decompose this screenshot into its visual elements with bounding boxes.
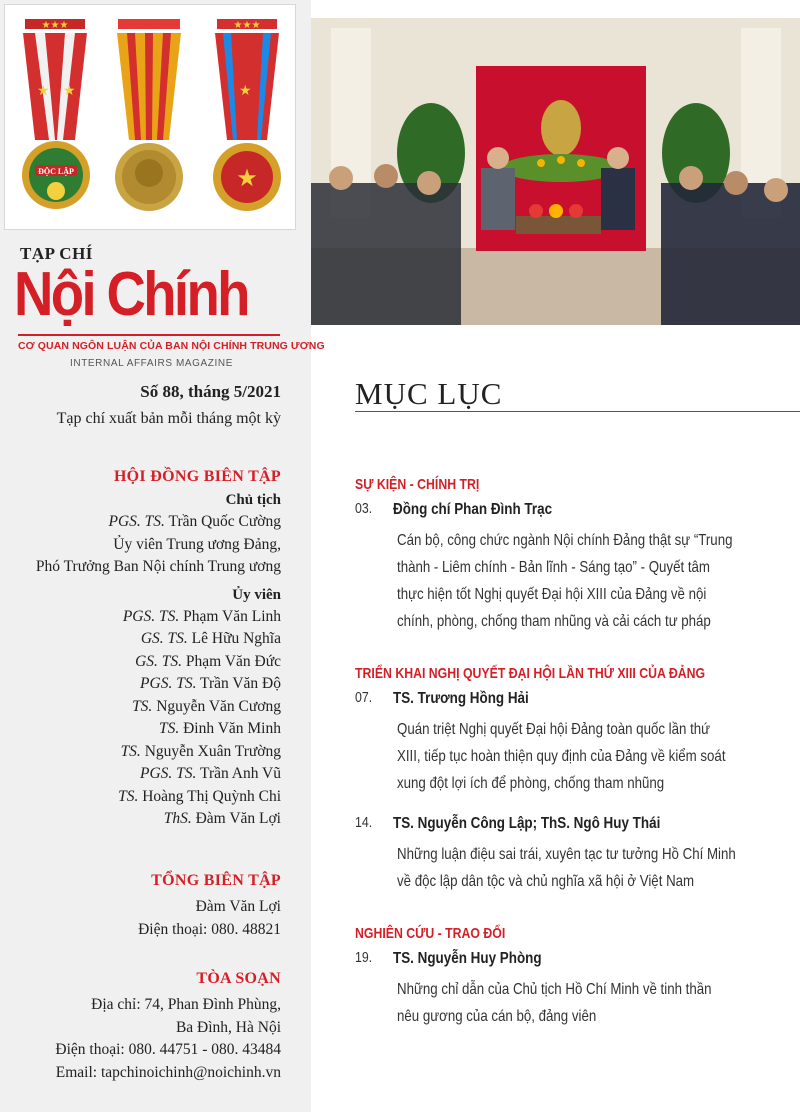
svg-text:★: ★: [239, 84, 252, 99]
editor-heading: TỔNG BIÊN TẬP: [151, 872, 281, 889]
medal-3: [213, 19, 281, 211]
toc-entry[interactable]: [355, 501, 795, 519]
editor-name: Đàm Văn Lợi: [195, 898, 281, 915]
board-chair-line: Phó Trưởng Ban Nội chính Trung ương: [35, 558, 281, 575]
toc-author: TS. Nguyễn Huy Phòng: [393, 950, 542, 967]
board-chair-line: Ủy viên Trung ương Đảng,: [113, 535, 281, 553]
board-member: GS. TS. Phạm Văn Đức: [135, 652, 281, 670]
toc-page-number: 14.: [355, 815, 373, 831]
medals-image: [4, 4, 296, 230]
office-email: Email: tapchinoichinh@noichinh.vn: [55, 1063, 281, 1081]
toc-description: Những luận điệu sai trái, xuyên tạc tư tưởng Hồ Chí Minh về độc lập dân tộc và chủ nghĩa xã hội ở Việt Nam: [397, 846, 736, 890]
toc-author: TS. Trương Hồng Hải: [393, 690, 529, 707]
toc-category: SỰ KIỆN - CHÍNH TRỊ: [355, 476, 480, 493]
svg-text:★: ★: [37, 84, 50, 99]
masthead-english-title: INTERNAL AFFAIRS MAGAZINE: [70, 358, 233, 369]
toc-entry[interactable]: [355, 815, 795, 833]
svg-text:★★★: ★★★: [233, 20, 261, 31]
toc-category: TRIỂN KHAI NGHỊ QUYẾT ĐẠI HỘI LẦN THỨ XIII CỦA ĐẢNG: [355, 665, 706, 682]
toc-divider: [355, 411, 800, 412]
toc-description: Những chỉ dẫn của Chủ tịch Hồ Chí Minh về tinh thần nêu gương của cán bộ, đảng viên: [397, 981, 712, 1025]
toc-author: Đồng chí Phan Đình Trạc: [393, 501, 553, 518]
medals-illustration: [5, 5, 295, 229]
svg-text:ĐỘC LẬP: ĐỘC LẬP: [38, 167, 74, 176]
meeting-photo-illustration: [311, 18, 800, 325]
toc-description: Quán triệt Nghị quyết Đại hội Đảng toàn quốc lần thứ XIII, tiếp tục hoàn thiện quy định của Đảng về kiểm soát xung đột lợi ích để phòng, chống tham nhũng: [397, 721, 726, 792]
toc-title: MỤC LỤC: [355, 376, 503, 411]
editorial-board-heading: HỘI ĐỒNG BIÊN TẬP: [113, 468, 281, 485]
editor-in-chief: [138, 872, 281, 941]
masthead-small-title: TẠP CHÍ: [20, 244, 93, 263]
office: [55, 970, 281, 1084]
office-address-line2: Ba Đình, Hà Nội: [175, 1018, 281, 1036]
masthead-subtitle: CƠ QUAN NGÔN LUẬN CỦA BAN NỘI CHÍNH TRUNG ƯƠNG: [18, 340, 325, 352]
board-member: TS. Nguyễn Xuân Trường: [120, 742, 281, 760]
issue-number: Số 88, tháng 5/2021: [140, 382, 281, 401]
office-heading: TÒA SOẠN: [196, 970, 281, 987]
masthead-column: [0, 0, 325, 1112]
masthead-title: Nội Chính: [14, 260, 248, 329]
toc-category: NGHIÊN CỨU - TRAO ĐỔI: [355, 925, 506, 942]
svg-text:★: ★: [236, 166, 258, 192]
medal-1: [22, 19, 90, 209]
office-phone: Điện thoại: 080. 44751 - 080. 43484: [55, 1041, 281, 1058]
toc-page-number: 03.: [355, 501, 373, 517]
issue-frequency: Tạp chí xuất bản mỗi tháng một kỳ: [56, 410, 281, 427]
members-label: Ủy viên: [232, 586, 281, 603]
board-member: ThS. Đàm Văn Lợi: [163, 810, 281, 827]
masthead-divider: [18, 334, 280, 336]
board-member: PGS. TS. Phạm Văn Linh: [122, 607, 281, 625]
editor-phone: Điện thoại: 080. 48821: [138, 920, 281, 938]
svg-text:★: ★: [63, 84, 76, 99]
toc-entry[interactable]: [355, 690, 795, 708]
toc-description: Cán bộ, công chức ngành Nội chính Đảng thật sự “Trung thành - Liêm chính - Bản lĩnh - Sáng tạo” - Quyết tâm thực hiện tốt Nghị quyết Đại hội XIII của Đảng về nội chính, phòng, chống tham nhũng và cải cách tư pháp: [397, 532, 733, 630]
board-member: TS. Nguyễn Văn Cương: [132, 697, 281, 715]
toc-entry[interactable]: [355, 950, 795, 968]
board-chair-line: PGS. TS. Trần Quốc Cường: [108, 513, 281, 530]
board-member: PGS. TS. Trần Anh Vũ: [140, 765, 281, 782]
toc-author: TS. Nguyễn Công Lập; ThS. Ngô Huy Thái: [393, 815, 661, 832]
board-member: TS. Hoàng Thị Quỳnh Chi: [118, 787, 281, 805]
chair-label: Chủ tịch: [225, 492, 281, 508]
table-of-contents: [355, 476, 795, 1030]
board-member: PGS. TS. Trần Văn Độ: [140, 675, 281, 692]
svg-text:★★★: ★★★: [41, 20, 69, 31]
toc-page-number: 19.: [355, 950, 373, 966]
board-member: TS. Đinh Văn Minh: [158, 720, 281, 737]
toc-page-number: 07.: [355, 690, 373, 706]
office-address-line1: Địa chỉ: 74, Phan Đình Phùng,: [91, 996, 281, 1013]
medal-2: [115, 19, 183, 211]
meeting-photo: [311, 18, 800, 325]
board-member: GS. TS. Lê Hữu Nghĩa: [140, 630, 281, 647]
editorial-board: [36, 468, 281, 831]
